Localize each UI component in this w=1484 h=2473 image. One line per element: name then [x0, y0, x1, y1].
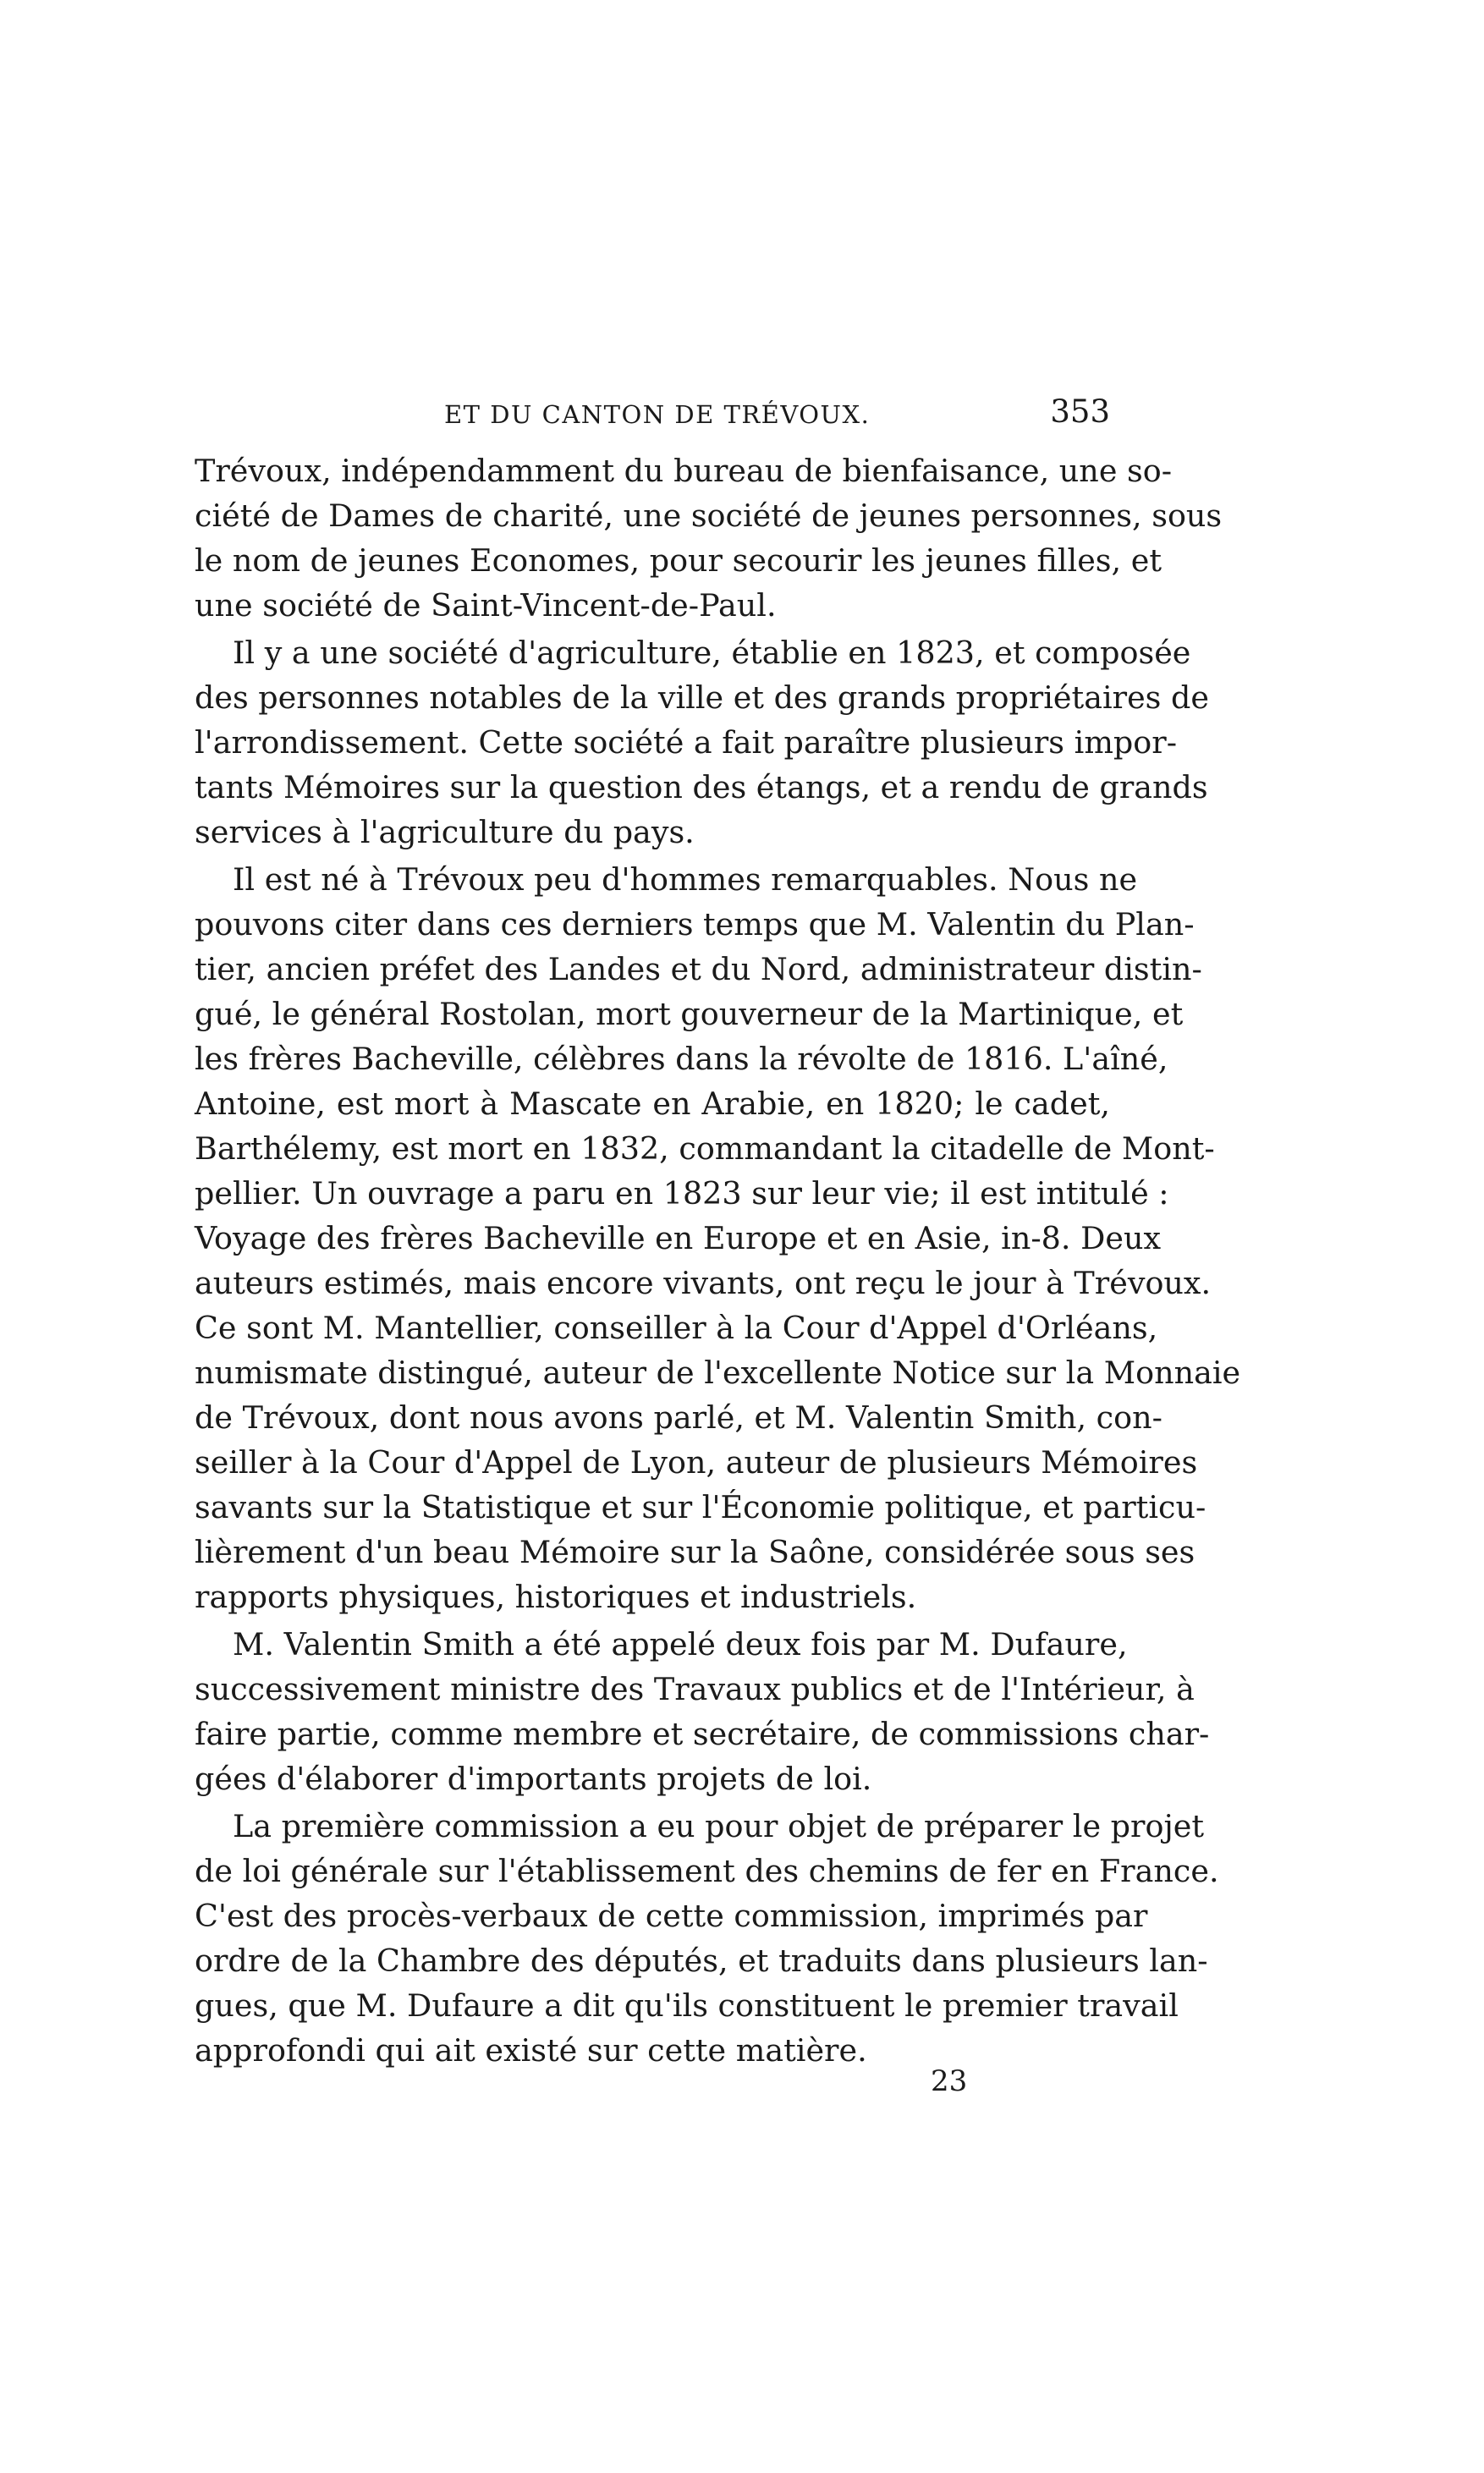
text-line: Ce sont M. Mantellier, conseiller à la Cour d'Appel d'Orléans,	[195, 1310, 1158, 1346]
paragraph	[195, 857, 1241, 1619]
text-line: rapports physiques, historiques et industriels.	[195, 1579, 917, 1615]
text-line: approfondi qui ait existé sur cette matière.	[195, 2032, 867, 2069]
paragraph	[195, 630, 1209, 855]
text-line: de loi générale sur l'établissement des chemins de fer en France.	[195, 1853, 1219, 1889]
text-line: seiller à la Cour d'Appel de Lyon, auteur de plusieurs Mémoires	[195, 1444, 1198, 1481]
running-title: ET DU CANTON DE TRÉVOUX.	[444, 400, 871, 429]
text-line: gues, que M. Dufaure a dit qu'ils constituent le premier travail	[195, 1987, 1179, 2024]
text-line: M. Valentin Smith a été appelé deux fois par M. Dufaure,	[233, 1626, 1128, 1662]
text-line: pellier. Un ouvrage a paru en 1823 sur leur vie; il est intitulé :	[195, 1175, 1169, 1212]
text-line: tier, ancien préfet des Landes et du Nord, administrateur distin-	[195, 951, 1202, 987]
running-head	[195, 393, 1110, 436]
text-line: ciété de Dames de charité, une société de jeunes personnes, sous	[195, 497, 1223, 534]
text-line: services à l'agriculture du pays.	[195, 814, 695, 850]
body-text	[195, 448, 1241, 2073]
text-line: Voyage des frères Bacheville en Europe et en Asie, in-8. Deux	[195, 1220, 1162, 1256]
text-line: Antoine, est mort à Mascate en Arabie, en 1820; le cadet,	[195, 1085, 1110, 1122]
text-line: successivement ministre des Travaux publics et de l'Intérieur, à	[195, 1671, 1195, 1707]
text-line: tants Mémoires sur la question des étangs, et a rendu de grands	[195, 769, 1208, 805]
book-page	[195, 0, 1241, 2473]
text-line: Il est né à Trévoux peu d'hommes remarquables. Nous ne	[233, 861, 1138, 898]
text-line: numismate distingué, auteur de l'excellente Notice sur la Monnaie	[195, 1355, 1241, 1391]
paragraph	[195, 1622, 1210, 1801]
text-line: une société de Saint-Vincent-de-Paul.	[195, 587, 777, 624]
text-line: C'est des procès-verbaux de cette commission, imprimés par	[195, 1898, 1148, 1934]
text-line: Barthélemy, est mort en 1832, commandant la citadelle de Mont-	[195, 1130, 1215, 1167]
text-line: gué, le général Rostolan, mort gouverneur de la Martinique, et	[195, 996, 1184, 1032]
text-line: faire partie, comme membre et secrétaire, de commissions char-	[195, 1716, 1210, 1752]
text-line: auteurs estimés, mais encore vivants, ont reçu le jour à Trévoux.	[195, 1265, 1212, 1301]
signature-mark: 23	[931, 2064, 968, 2098]
text-line: ordre de la Chambre des députés, et traduits dans plusieurs lan-	[195, 1943, 1208, 1979]
text-line: le nom de jeunes Economes, pour secourir les jeunes filles, et	[195, 542, 1162, 579]
text-line: les frères Bacheville, célèbres dans la révolte de 1816. L'aîné,	[195, 1041, 1168, 1077]
text-line: gées d'élaborer d'importants projets de loi.	[195, 1761, 872, 1797]
text-line: pouvons citer dans ces derniers temps que M. Valentin du Plan-	[195, 906, 1195, 942]
text-line: l'arrondissement. Cette société a fait paraître plusieurs impor-	[195, 724, 1178, 761]
text-line: savants sur la Statistique et sur l'Économie politique, et particu-	[195, 1489, 1206, 1525]
paragraph	[195, 1804, 1219, 2073]
text-line: Trévoux, indépendamment du bureau de bienfaisance, une so-	[195, 453, 1173, 489]
paragraph	[195, 448, 1223, 628]
text-line: lièrement d'un beau Mémoire sur la Saône, considérée sous ses	[195, 1534, 1195, 1570]
text-line: des personnes notables de la ville et des grands propriétaires de	[195, 679, 1209, 716]
text-line: La première commission a eu pour objet de préparer le projet	[233, 1808, 1205, 1844]
text-line: Il y a une société d'agriculture, établie en 1823, et composée	[233, 635, 1191, 671]
page-number: 353	[1050, 393, 1110, 430]
text-line: de Trévoux, dont nous avons parlé, et M. Valentin Smith, con-	[195, 1399, 1162, 1436]
